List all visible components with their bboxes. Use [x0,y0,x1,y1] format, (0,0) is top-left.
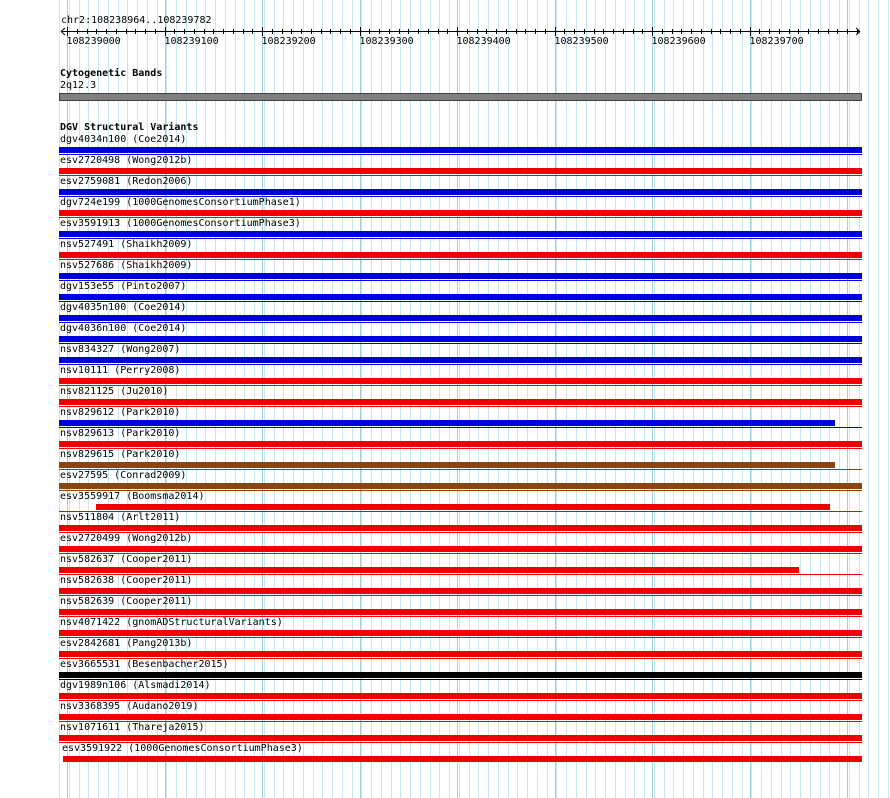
dgv-variant-bar[interactable] [59,315,862,321]
dgv-variant-bar[interactable] [59,672,862,678]
ruler-tick-label: 108239000 [66,36,121,46]
dgv-variant-bar[interactable] [59,252,862,258]
dgv-variant-label[interactable]: esv3591913 (1000GenomesConsortiumPhase3) [60,218,301,229]
dgv-variant-label[interactable]: esv3665531 (Besenbacher2015) [60,659,229,670]
dgv-variant-label[interactable]: dgv724e199 (1000GenomesConsortiumPhase1) [60,197,301,208]
dgv-variant-bar[interactable] [59,714,862,720]
dgv-variant-label[interactable]: nsv582639 (Cooper2011) [60,596,193,607]
dgv-variant-bar[interactable] [59,273,862,279]
dgv-variant-bar[interactable] [59,525,862,531]
dgv-variant-label[interactable]: dgv1989n106 (Alsmadi2014) [60,680,211,691]
dgv-variant-bar[interactable] [59,210,862,216]
dgv-variant-label[interactable]: esv3591922 (1000GenomesConsortiumPhase3) [62,743,303,754]
dgv-variant-label[interactable]: nsv4071422 (gnomADStructuralVariants) [60,617,283,628]
dgv-variant-label[interactable]: dgv4035n100 (Coe2014) [60,302,187,313]
dgv-variant-label[interactable]: dgv4034n100 (Coe2014) [60,134,187,145]
dgv-variant-bar[interactable] [59,735,862,741]
dgv-variant-bar[interactable] [59,189,862,195]
dgv-variant-bar[interactable] [59,609,862,615]
ruler-tick-label: 108239500 [554,36,609,46]
ruler-tick-label: 108239700 [749,36,804,46]
dgv-variant-bar[interactable] [59,588,862,594]
dgv-variant-bar[interactable] [59,336,862,342]
dgv-variant-bar[interactable] [59,231,862,237]
dgv-variant-label[interactable]: nsv511804 (Arlt2011) [60,512,181,523]
dgv-variant-bar[interactable] [59,567,799,573]
dgv-variant-label[interactable]: nsv834327 (Wong2007) [60,344,181,355]
ruler-tick-label: 108239600 [651,36,706,46]
dgv-variant-bar[interactable] [59,483,862,489]
cytoband-bar[interactable] [59,93,862,101]
dgv-variant-bar[interactable] [59,441,862,447]
dgv-variant-label[interactable]: dgv153e55 (Pinto2007) [60,281,187,292]
dgv-variant-bar[interactable] [63,756,862,762]
dgv-variant-label[interactable]: nsv1071611 (Thareja2015) [60,722,205,733]
dgv-variant-bar[interactable] [59,651,862,657]
dgv-variant-label[interactable]: nsv829612 (Park2010) [60,407,181,418]
cytoband-track-title: Cytogenetic Bands [60,68,163,79]
dgv-variant-label[interactable]: nsv829613 (Park2010) [60,428,181,439]
ruler-tick-label: 108239400 [456,36,511,46]
dgv-variant-bar[interactable] [59,399,862,405]
dgv-variant-bar[interactable] [59,546,862,552]
dgv-variant-label[interactable]: esv2842681 (Pang2013b) [60,638,193,649]
dgv-variant-label[interactable]: nsv527491 (Shaikh2009) [60,239,193,250]
dgv-variant-bar[interactable] [59,462,835,468]
dgv-variant-bar[interactable] [59,357,862,363]
dgv-variant-bar[interactable] [59,693,862,699]
ruler-tick-label: 108239100 [164,36,219,46]
dgv-variant-bar[interactable] [59,147,862,153]
dgv-variant-label[interactable]: nsv582637 (Cooper2011) [60,554,193,565]
dgv-variant-label[interactable]: esv27595 (Conrad2009) [60,470,187,481]
ruler-tick-label: 108239200 [261,36,316,46]
dgv-variant-label[interactable]: nsv3368395 (Audano2019) [60,701,199,712]
dgv-variant-label[interactable]: esv3559917 (Boomsma2014) [60,491,205,502]
dgv-variant-label[interactable]: nsv829615 (Park2010) [60,449,181,460]
ruler[interactable] [0,24,890,46]
dgv-variant-bar[interactable] [59,420,835,426]
dgv-variant-bar[interactable] [59,378,862,384]
dgv-variant-label[interactable]: nsv821125 (Ju2010) [60,386,169,397]
dgv-variant-label[interactable]: esv2720498 (Wong2012b) [60,155,193,166]
ruler-tick-label: 108239300 [359,36,414,46]
cytoband-label: 2q12.3 [60,80,97,91]
dgv-variant-label[interactable]: dgv4036n100 (Coe2014) [60,323,187,334]
dgv-variant-label[interactable]: nsv582638 (Cooper2011) [60,575,193,586]
dgv-track-title: DGV Structural Variants [60,122,199,133]
dgv-variant-bar[interactable] [59,168,862,174]
dgv-variant-bar[interactable] [59,630,862,636]
ruler-location: chr2:108238964..108239782 [61,15,212,26]
dgv-row-separator [59,385,862,386]
dgv-variant-label[interactable]: nsv10111 (Perry2008) [60,365,181,376]
dgv-variant-label[interactable]: esv2720499 (Wong2012b) [60,533,193,544]
dgv-variant-label[interactable]: esv2759081 (Redon2006) [60,176,193,187]
dgv-variant-bar[interactable] [59,294,862,300]
dgv-variant-bar[interactable] [96,504,830,510]
dgv-variant-label[interactable]: nsv527686 (Shaikh2009) [60,260,193,271]
